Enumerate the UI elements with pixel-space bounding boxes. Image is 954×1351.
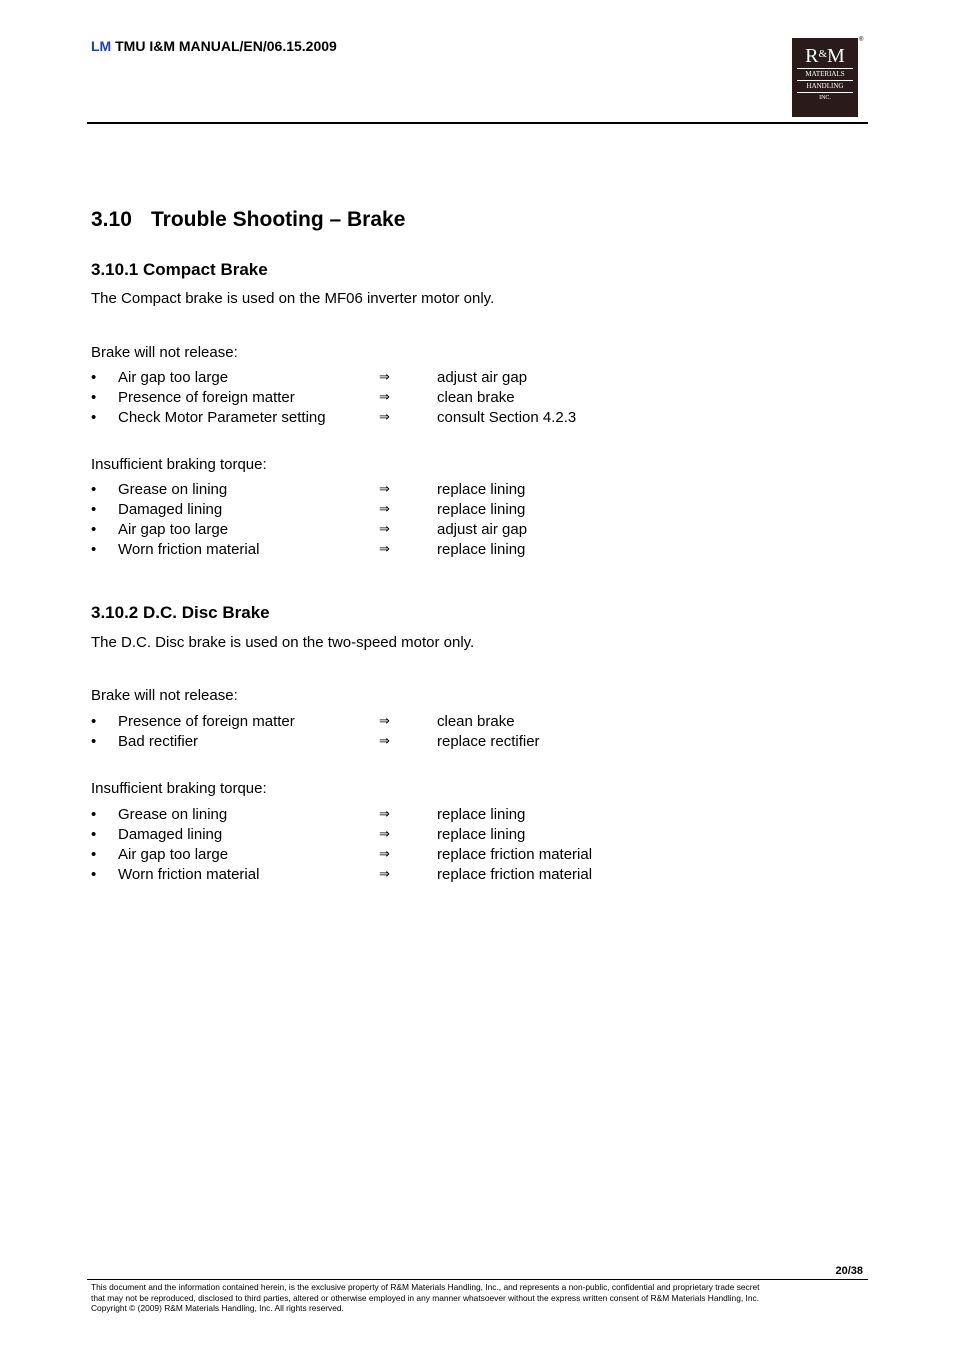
bullet-icon: • (91, 866, 97, 883)
cause-text: Grease on lining (118, 806, 228, 823)
implies-arrow-icon: ⇒ (379, 482, 390, 497)
bullet-icon: • (91, 389, 97, 406)
cause-text: Damaged lining (118, 501, 223, 518)
implies-arrow-icon: ⇒ (379, 410, 390, 425)
bullet-icon: • (91, 713, 97, 730)
section-heading (91, 208, 405, 232)
remedy-text: replace friction material (437, 846, 593, 863)
remedy-text: consult Section 4.2.3 (437, 409, 577, 426)
implies-arrow-icon: ⇒ (379, 807, 390, 822)
header-divider (87, 122, 868, 124)
logo-mark-amp: & (818, 48, 828, 60)
footer-line: that may not be reproduced, disclosed to third parties, altered or otherwise employed in any manner whatsoever without the express written consent of R&M Materials Handling, Inc. (91, 1292, 760, 1303)
bullet-icon: • (91, 501, 97, 518)
remedy-text: adjust air gap (437, 521, 528, 538)
section-title: Trouble Shooting – Brake (151, 208, 406, 231)
remedy-text: replace lining (437, 541, 526, 558)
remedy-text: replace rectifier (437, 733, 540, 750)
footer-divider (87, 1279, 868, 1280)
implies-arrow-icon: ⇒ (379, 502, 390, 517)
page-number: 20/38 (835, 1265, 863, 1277)
logo-mark-right: M (827, 45, 845, 67)
cause-text: Worn friction material (118, 866, 260, 883)
implies-arrow-icon: ⇒ (379, 542, 390, 557)
compact-brake-heading: 3.10.1 Compact Brake (91, 260, 268, 279)
company-logo (792, 38, 858, 117)
remedy-text: adjust air gap (437, 369, 528, 386)
logo-registered-mark: ® (859, 37, 864, 43)
footer-copyright: Copyright © (2009) R&M Materials Handling, Inc. All rights reserved. (91, 1303, 344, 1313)
bullet-icon: • (91, 409, 97, 426)
cause-text: Air gap too large (118, 846, 229, 863)
cause-text: Damaged lining (118, 826, 223, 843)
bullet-icon: • (91, 733, 97, 750)
logo-line-inc: INC. (797, 92, 853, 103)
compact-release-label: Brake will not release: (91, 344, 238, 361)
bullet-icon: • (91, 541, 97, 558)
cause-text: Worn friction material (118, 541, 260, 558)
dc-brake-heading: 3.10.2 D.C. Disc Brake (91, 603, 270, 622)
bullet-icon: • (91, 481, 97, 498)
implies-arrow-icon: ⇒ (379, 522, 390, 537)
cause-text: Presence of foreign matter (118, 389, 295, 406)
bullet-icon: • (91, 806, 97, 823)
implies-arrow-icon: ⇒ (379, 847, 390, 862)
bullet-icon: • (91, 846, 97, 863)
implies-arrow-icon: ⇒ (379, 734, 390, 749)
section-number: 3.10 (91, 208, 132, 231)
implies-arrow-icon: ⇒ (379, 827, 390, 842)
implies-arrow-icon: ⇒ (379, 867, 390, 882)
footer-disclaimer (91, 1282, 866, 1314)
implies-arrow-icon: ⇒ (379, 370, 390, 385)
footer-line: This document and the information contained herein, is the exclusive property of R&M Materials Handling, Inc., and represents a non-public, confidential and proprietary trade secret (91, 1282, 760, 1292)
cause-text: Presence of foreign matter (118, 713, 295, 730)
logo-line-materials: MATERIALS (797, 68, 853, 79)
header-title: TMU I&M MANUAL/EN/06.15.2009 (111, 38, 337, 54)
remedy-text: replace lining (437, 826, 526, 843)
cause-text: Bad rectifier (118, 733, 199, 750)
document-header (91, 38, 337, 54)
logo-mark-left: R (805, 45, 819, 67)
remedy-text: replace lining (437, 501, 526, 518)
cause-text: Air gap too large (118, 521, 229, 538)
bullet-icon: • (91, 521, 97, 538)
remedy-text: replace friction material (437, 866, 593, 883)
remedy-text: replace lining (437, 481, 526, 498)
bullet-icon: • (91, 826, 97, 843)
logo-line-handling: HANDLING (797, 80, 853, 91)
cause-text: Air gap too large (118, 369, 229, 386)
cause-text: Grease on lining (118, 481, 228, 498)
remedy-text: replace lining (437, 806, 526, 823)
compact-torque-label: Insufficient braking torque: (91, 456, 267, 473)
dc-brake-intro: The D.C. Disc brake is used on the two-speed motor only. (91, 634, 475, 651)
bullet-icon: • (91, 369, 97, 386)
remedy-text: clean brake (437, 713, 515, 730)
header-prefix: LM (91, 38, 112, 54)
remedy-text: clean brake (437, 389, 515, 406)
cause-text: Check Motor Parameter setting (118, 409, 326, 426)
implies-arrow-icon: ⇒ (379, 390, 390, 405)
dc-release-label: Brake will not release: (91, 687, 238, 704)
logo-mark (792, 43, 858, 67)
implies-arrow-icon: ⇒ (379, 714, 390, 729)
dc-torque-label: Insufficient braking torque: (91, 780, 267, 797)
compact-brake-intro: The Compact brake is used on the MF06 inverter motor only. (91, 290, 495, 307)
